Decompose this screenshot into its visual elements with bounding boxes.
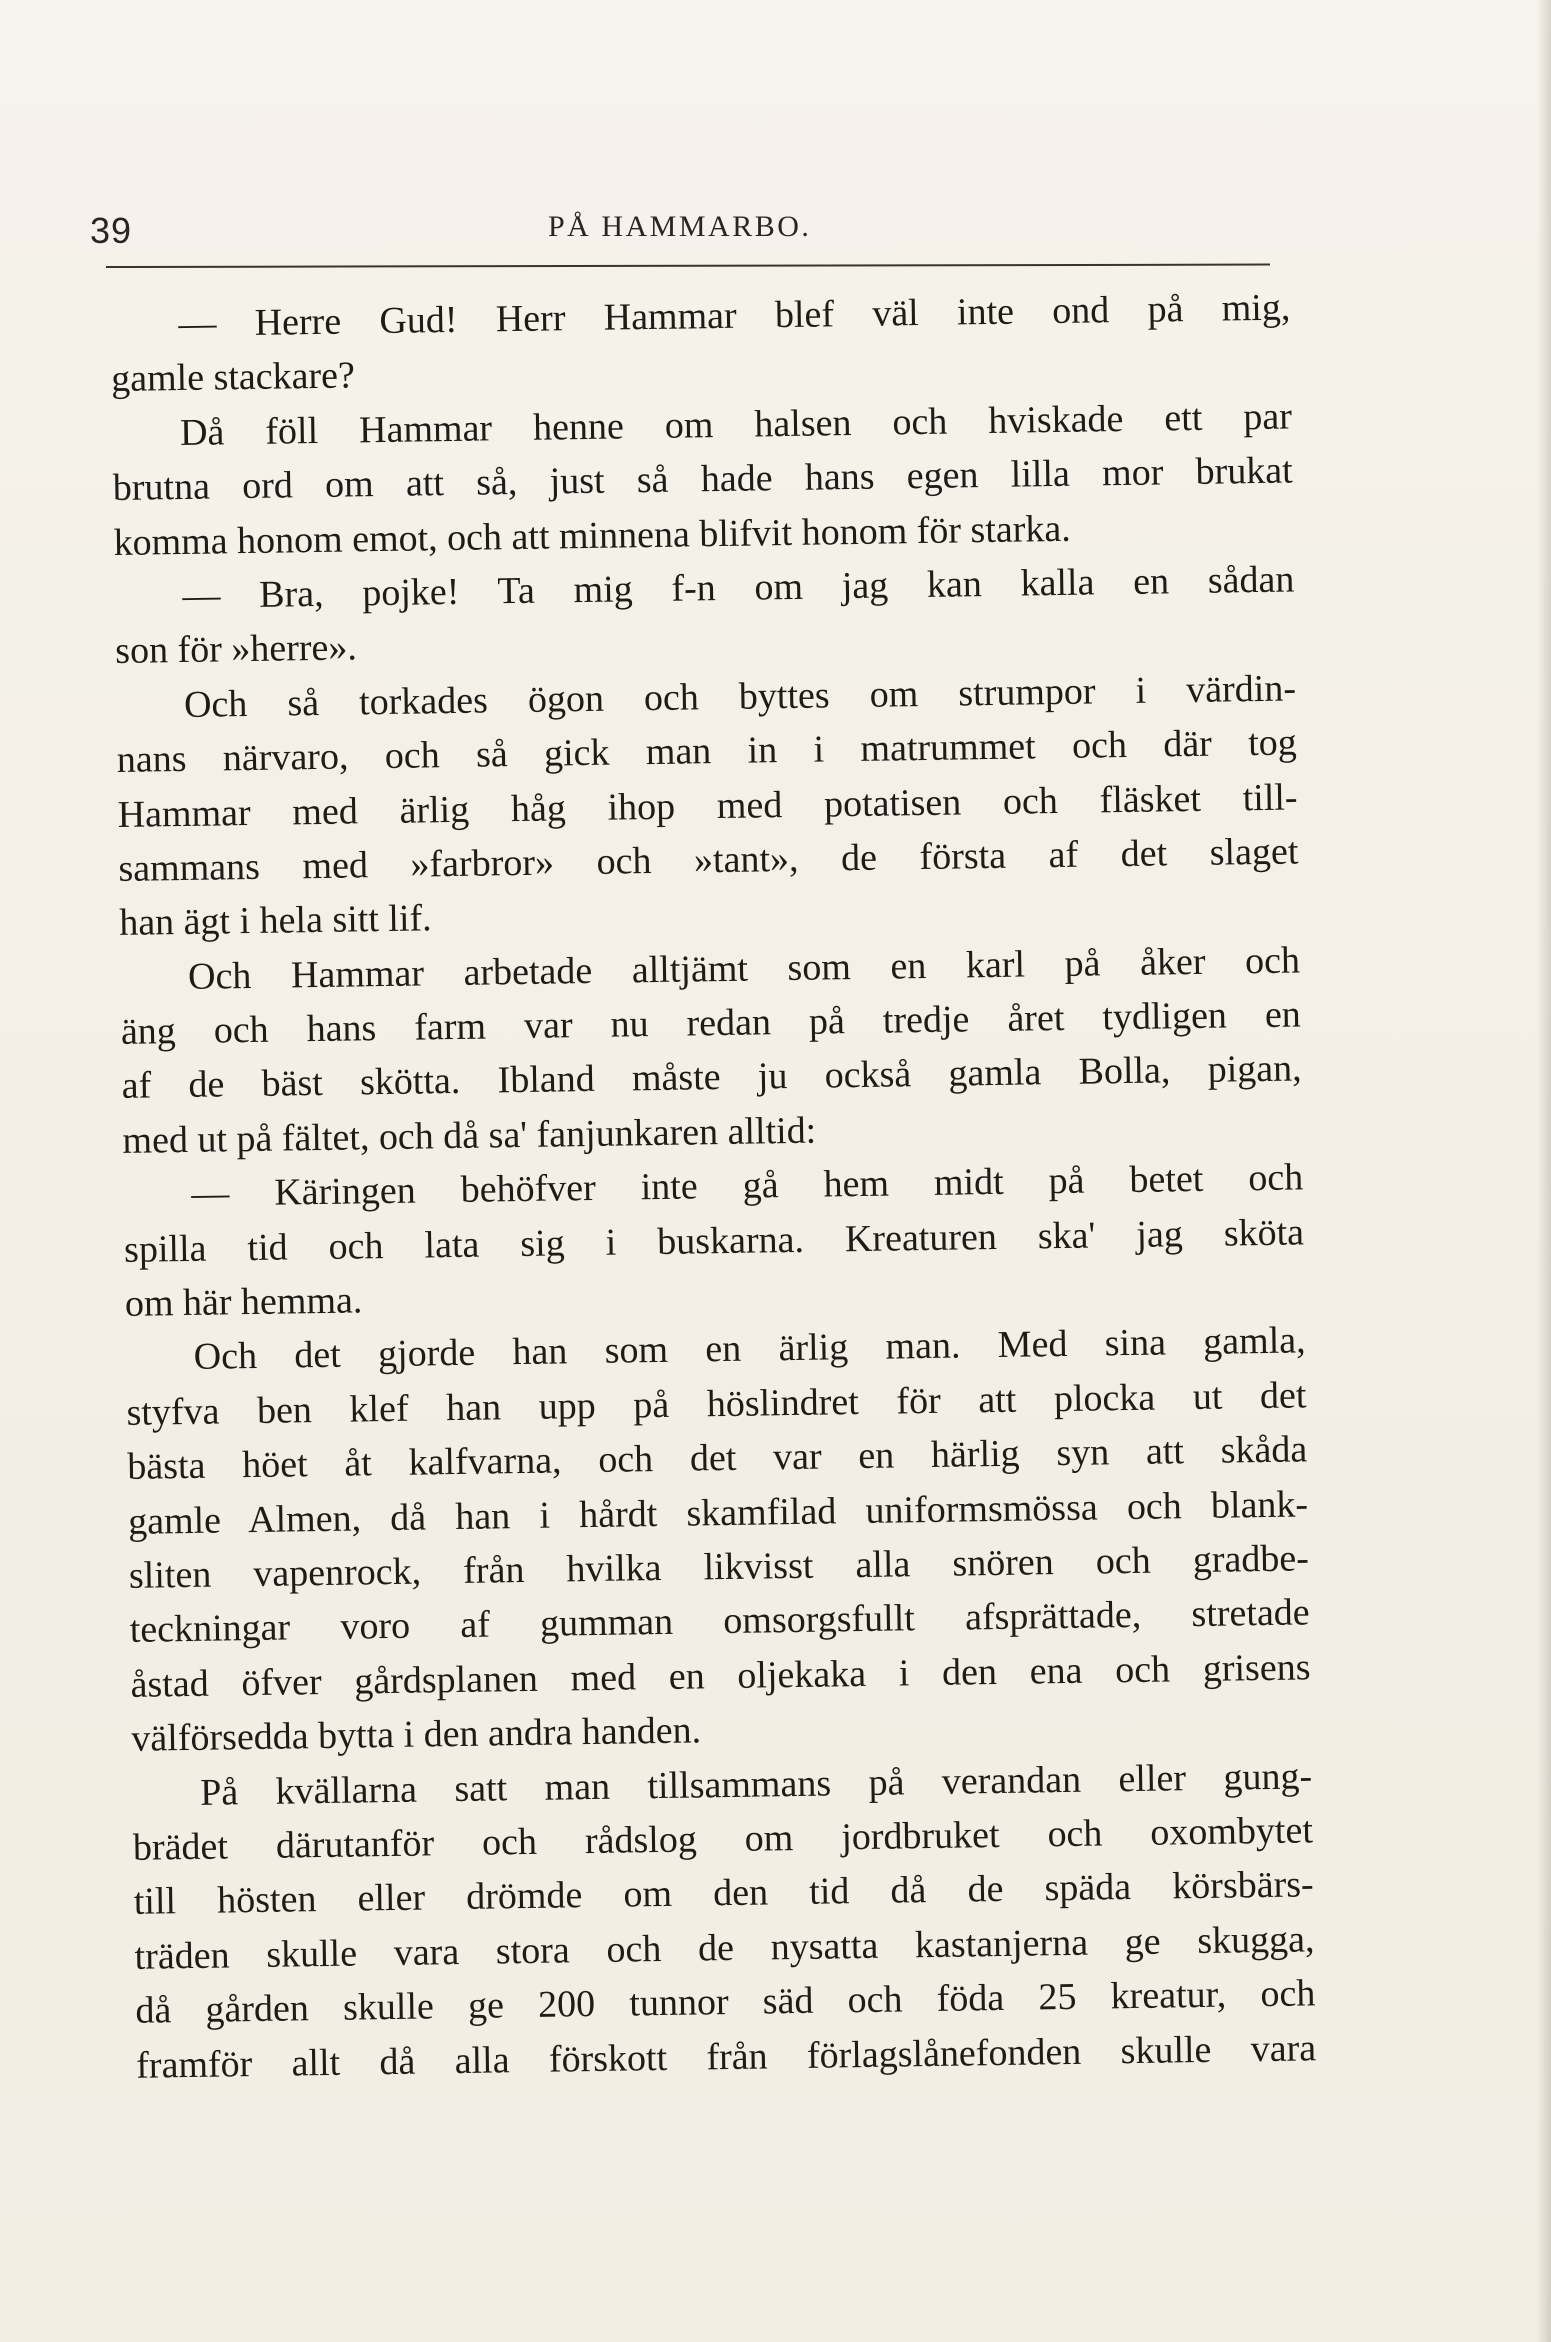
text-line: spilla tid och lata sig i buskarna. Kreaturen ska' jag sköta (123, 1211, 1305, 1271)
text-line: gamle stackare? (110, 354, 356, 401)
text-line: komma honom emot, och att minnena blifvit honom för starka. (113, 507, 1072, 564)
text-line: brädet därutanför och rådslog om jordbruket och oxombytet (132, 1809, 1314, 1869)
text-line: Och Hammar arbetade alltjämt som en karl på åker och (187, 939, 1301, 998)
text-line: välförsedda bytta i den andra handen. (131, 1709, 702, 1760)
running-head: PÅ HAMMARBO. (548, 210, 812, 243)
text-line: brutna ord om att så, just så hade hans egen lilla mor brukat (112, 449, 1294, 510)
text-line: bästa höet åt kalfvarna, och det var en härlig syn att skåda (127, 1428, 1308, 1489)
text-line: åstad öfver gårdsplanen med en oljekaka i den ena och grisens (130, 1646, 1311, 1706)
page-number: 39 (90, 210, 133, 251)
text-line: sammans med »farbror» och »tant», de första af det slaget (118, 830, 1299, 890)
text-line: han ägt i hela sitt lif. (118, 897, 432, 945)
text-line: gamle Almen, då han i hårdt skamfilad uniformsmössa och blank- (127, 1482, 1309, 1543)
body-text (110, 280, 1316, 2092)
page-edge-shadow (1537, 0, 1551, 2342)
text-line: till hösten eller drömde om den tid då de späda körsbärs- (133, 1863, 1314, 1924)
text-line: om här hemma. (124, 1279, 363, 1325)
text-line: äng och hans farm var nu redan på tredje året tydligen en (120, 993, 1302, 1053)
text-line: Och det gjorde han som en ärlig man. Med sina gamla, (193, 1319, 1306, 1379)
text-line: På kvällarna satt man tillsammans på verandan eller gung- (199, 1754, 1313, 1814)
text-line: styfva ben klef han upp på höslindret för att plocka ut det (126, 1374, 1307, 1434)
text-line: af de bäst skötta. Ibland måste ju också gamla Bolla, pigan, (121, 1047, 1302, 1108)
text-line: — Käringen behöfver inte gå hem midt på betet och (190, 1156, 1304, 1216)
page-header (90, 196, 1270, 266)
text-line: nans närvaro, och så gick man in i matrummet och där tog (116, 721, 1298, 782)
text-line: — Herre Gud! Herr Hammar blef väl inte ond på mig, (178, 286, 1291, 345)
text-line: teckningar voro af gumman omsorgsfullt afsprättade, stretade (129, 1591, 1310, 1652)
text-line: Och så torkades ögon och byttes om strumpor i värdin- (183, 667, 1297, 726)
text-line: med ut på fältet, och då sa' fanjunkaren alltid: (122, 1109, 817, 1162)
text-line: son för »herre». (114, 626, 358, 673)
text-line: — Bra, pojke! Ta mig f-n om jag kan kalla en sådan (182, 558, 1295, 617)
text-line: träden skulle vara stora och de nysatta kastanjerna ge skugga, (134, 1918, 1315, 1978)
text-line: framför allt då alla förskott från förlagslånefonden skulle vara (135, 2026, 1317, 2087)
text-line: Hammar med ärlig håg ihop med potatisen och fläsket till- (117, 775, 1298, 836)
text-line: då gården skulle ge 200 tunnor säd och föda 25 kreatur, och (135, 1972, 1316, 2032)
text-line: sliten vapenrock, från hvilka likvisst alla snören och gradbe- (128, 1537, 1310, 1597)
text-line: Då föll Hammar henne om halsen och hviskade ett par (179, 395, 1293, 454)
